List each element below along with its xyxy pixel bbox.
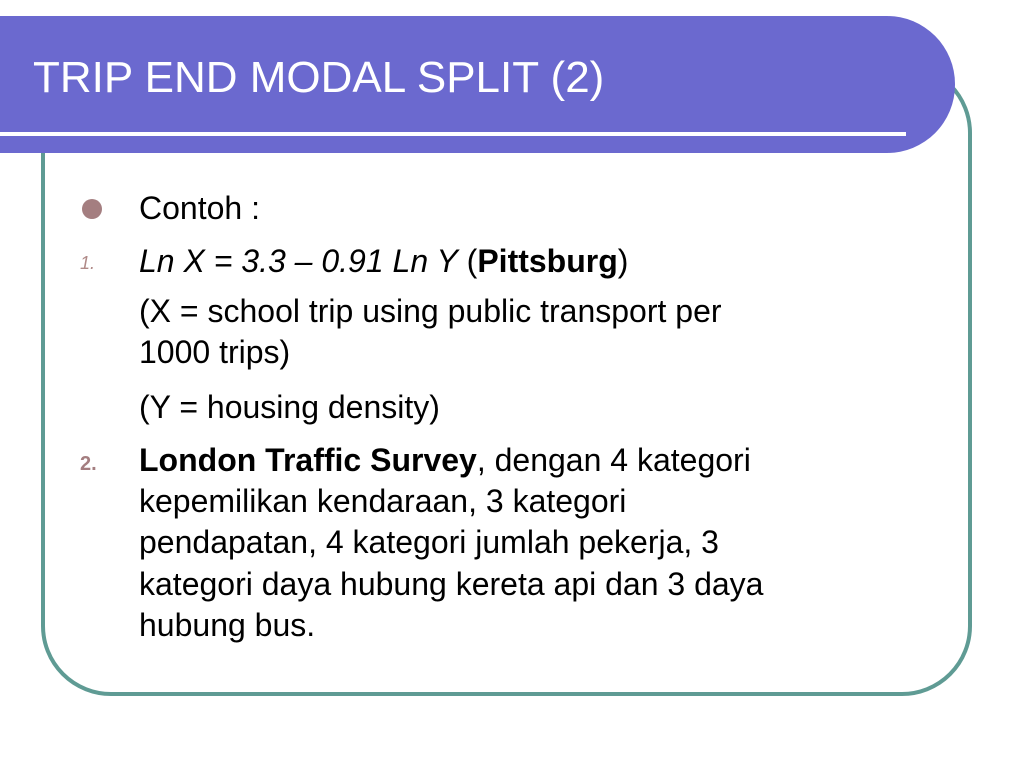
note-y: (Y = housing density) [139, 389, 440, 425]
bullet-dot-icon [82, 199, 102, 219]
list-item-2-line-1 [139, 442, 929, 479]
list-item-2-line-4: kategori daya hubung kereta api dan 3 daya [139, 566, 764, 602]
list-item-2-line-2: kepemilikan kendaraan, 3 kategori [139, 483, 627, 519]
survey-line-1-rest: , dengan 4 kategori [476, 442, 751, 478]
note-x-line-2: 1000 trips) [139, 334, 291, 370]
list-number-2: 2. [80, 453, 97, 475]
list-item-1-formula [139, 243, 929, 280]
list-item-2-line-5: hubung bus. [139, 607, 316, 643]
bullet-intro: Contoh : [139, 190, 260, 226]
formula-text: Ln X = 3.3 – 0.91 Ln Y [139, 243, 458, 279]
slide-title: TRIP END MODAL SPLIT (2) [33, 53, 605, 102]
survey-name: London Traffic Survey [139, 442, 477, 478]
paren-close: ) [617, 243, 629, 279]
list-number-1: 1. [80, 253, 96, 273]
city-name: Pittsburg [477, 243, 618, 279]
note-x-line-1: (X = school trip using public transport per [139, 293, 722, 329]
paren-open: ( [457, 243, 478, 279]
list-item-2-line-3: pendapatan, 4 kategori jumlah pekerja, 3 [139, 524, 719, 560]
